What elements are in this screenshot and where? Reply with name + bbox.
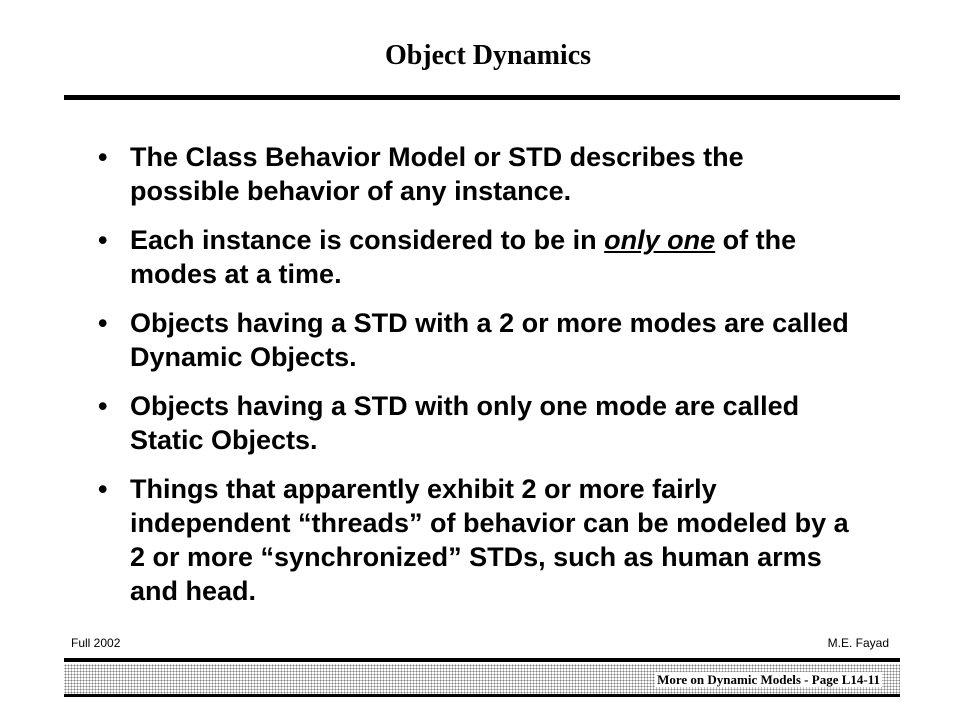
- slide-title: Object Dynamics: [384, 40, 592, 71]
- bullet-text: Objects having a STD with a 2 or more modes are called Dynamic Objects.: [130, 308, 849, 372]
- bullet-item: [98, 306, 858, 374]
- footer-divider: [64, 658, 900, 662]
- bullet-text: The Class Behavior Model or STD describes the possible behavior of any instance.: [130, 142, 744, 206]
- bullet-marker: •: [98, 225, 108, 255]
- bullet-text: Objects having a STD with only one mode are called Static Objects.: [130, 391, 800, 455]
- bullet-item: [98, 472, 858, 608]
- bullet-list: [98, 140, 858, 623]
- footer-author: M.E. Fayad: [827, 636, 889, 650]
- bullet-text: Things that apparently exhibit 2 or more fairly independent “threads” of behavior can be modeled by a 2 or more “synchronized” STDs, such as human arms and head.: [130, 474, 849, 606]
- page-label: More on Dynamic Models - Page L14-11: [657, 672, 880, 687]
- bullet-text-before: Each instance is considered to be in: [130, 225, 605, 255]
- footer-band: [64, 664, 900, 697]
- bullet-text-after: of the modes at a time.: [130, 225, 797, 289]
- bullet-item: [98, 223, 858, 291]
- bullet-emphasis: only one: [604, 225, 716, 255]
- title-divider: [64, 95, 900, 100]
- bullet-marker: •: [98, 474, 108, 504]
- bullet-item: [98, 140, 858, 208]
- bullet-marker: •: [98, 391, 108, 421]
- footer-date: Full 2002: [71, 636, 121, 650]
- bullet-item: [98, 389, 858, 457]
- bullet-marker: •: [98, 308, 108, 338]
- bullet-marker: •: [98, 142, 108, 172]
